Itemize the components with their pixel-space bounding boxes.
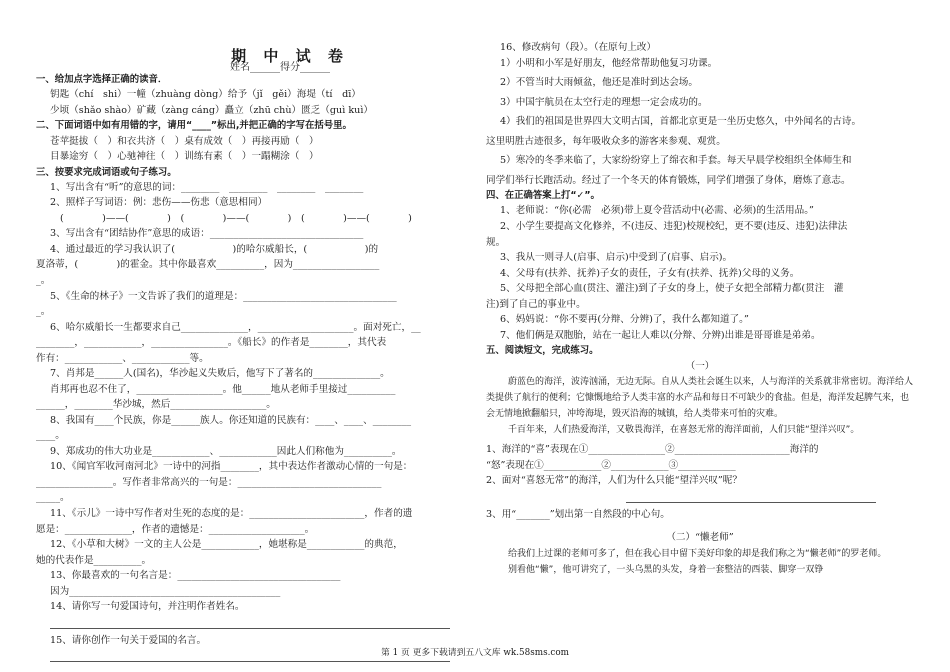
- choice-5-line-1: 5、父母把全部心血(贯注、灌注)到了子女的身上，使子女把全部精力都(贯注 灌: [500, 283, 844, 295]
- sentence-5-line-2: 同学们举行长跑活动。经过了一个冬天的体育锻炼，同学们增强了身体，磨炼了意志。: [486, 174, 851, 186]
- question-11-line-1: 11、《示儿》一诗中写作者对生死的态度的是：________________________，作者的遗: [50, 507, 413, 519]
- sentence-5-line-1: 5）寒冷的冬季来临了，大家纷纷穿上了绵衣和手套。每天早晨学校组织全体师生和: [500, 155, 852, 167]
- question-7-line-3: ______，________华沙城，然后____________________。: [36, 399, 276, 411]
- question-10-line-1: 10、《闻官军收河南河北》一诗中的河指________，其中表达作者激动心情的一句是：: [50, 461, 413, 473]
- question-8-line-1: 8、我国有____个民族，你是______族人。你还知道的民族有：____、____、________: [50, 414, 412, 426]
- right-column: [486, 40, 914, 578]
- pinyin-line-1: 钥匙（chí shi）一幢（zhuàng dòng）给予（jǐ gěi）海堤（tí dī）: [50, 89, 361, 101]
- question-14: 14、请你写一句爱国诗句，并注明作者姓名。: [50, 601, 245, 613]
- question-6-line-2: ________，____________，________________。《船长》的作者是________，其代表: [36, 337, 387, 349]
- question-2: 2、照样子写词语：例：悲伤——伤悲（意思相同）: [50, 197, 268, 209]
- answer-line-passage-1-q2[interactable]: [626, 491, 876, 503]
- section-4-title: 四、在正确答案上打“✓”。: [486, 190, 600, 202]
- choice-2-line-2: 规。: [486, 236, 506, 248]
- sentence-4-line-1: 4）我们的祖国是世界四大文明古国，首都北京更是一坐历史悠久，中外闻名的古诗。: [500, 116, 862, 128]
- question-7-line-1: 7、肖邦是______人(国名)，华沙起义失败后，他写下了著名的______________。: [50, 368, 390, 380]
- passage-1-heading: （一）: [685, 360, 715, 372]
- question-3: 3、写出含有“团结协作”意思的成语：________________________________: [50, 228, 364, 240]
- question-13-line-1: 13、你最喜欢的一句名言是：__________________________________: [50, 570, 341, 582]
- question-5-line-2: _。: [36, 306, 51, 318]
- passage-2-heading: （二）“懒老师”: [666, 532, 734, 544]
- section-1-title: 一、给加点字选择正确的读音．: [36, 74, 168, 85]
- question-12-line-2: 她的代表作是__________。: [36, 554, 152, 566]
- passage-1-paragraph-2: 千百年来，人们热爱海洋，又敬畏海洋，在喜怒无常的海洋面前，人们只能“望洋兴叹”。: [508, 425, 860, 436]
- question-11-line-2: 愿是：______________，作者的遗憾是：____________________。: [36, 523, 315, 535]
- section-5-title: 五、阅读短文，完成练习。: [486, 345, 599, 357]
- question-4-line-3: _。: [36, 275, 51, 287]
- choice-7: 7、他们俩是双胞胎，站在一起让人难以(分辩、分辨)出谁是哥哥谁是弟弟。: [500, 329, 821, 341]
- choice-3: 3、我从一则寻人(启事、启示)中受到了(启事、启示)。: [500, 252, 733, 264]
- choice-2-line-1: 2、小学生要提高文化修养，不(违反、违犯)校规校纪，更不要(违反、违犯)法律法: [500, 221, 848, 233]
- question-2-blanks: ( )——( ) ( )——( ) ( )——( ): [60, 212, 412, 224]
- question-10-line-2: ________________。写作者非常高兴的一句是：______________________________: [36, 476, 382, 488]
- choice-6: 6、妈妈说：“你不要再(分辩、分辨)了，我什么都知道了。”: [500, 314, 749, 326]
- question-13-line-2: 因为____________________________________________: [50, 585, 281, 597]
- passage-1-question-3: 3、用“_______”划出第一自然段的中心句。: [486, 508, 670, 520]
- question-10-line-3: _____。: [36, 492, 70, 504]
- passage-1-paragraph-1: 蔚蓝色的海洋，波涛汹涌，无边无际。自从人类社会诞生以来，人与海洋的关系就非常密切。海洋给人类提供了航行的便利；它慷慨地给予人类丰富的水产品和每日不可缺少的食盐。但是，海洋发起脾气来，也会无情地掀翻船只，冲垮海堤，毁灭沿海的城镇，给人类带来可怕的灾难。: [486, 377, 914, 420]
- choice-1: 1、老师说：“你(必需 必须)带上夏令营活动中(必需、必须)的生活用品。”: [500, 205, 814, 217]
- question-6-line-1: 6、哈尔威船长一生都要求自己______________，____________________。面对死亡，__: [50, 321, 421, 333]
- answer-line-14[interactable]: [50, 617, 450, 629]
- question-1: 1、写出含有“听”的意思的词：________ ________ ________ ________: [50, 181, 364, 193]
- question-16: 16、修改病句（段）。（在原句上改）: [500, 42, 657, 53]
- pinyin-line-2: 少顷（shǎo shào）矿藏（zàng cáng）矗立（zhū chù）匮乏（guì kuì）: [50, 104, 373, 116]
- passage-1-question-1-line-2: “怒”表现在①____________②____________③____________: [486, 459, 736, 471]
- name-score-line: 姓名______得分______: [230, 62, 330, 73]
- question-15: 15、请你创作一句关于爱国的名言。: [50, 634, 207, 646]
- choice-5-line-2: 注)到了自己的事业中。: [486, 298, 586, 310]
- passage-2-paragraph-2: 别看他“懒”，他可讲究了，一头乌黑的头发，身着一套整洁的西装、脚穿一双铮: [508, 564, 824, 575]
- question-12-line-1: 12、《小草和大树》一文的主人公是____________，她堪称是____________的典范，: [50, 539, 403, 551]
- question-6-line-3: 作有：____________、____________等。: [36, 352, 209, 364]
- sentence-2: 2）不管当时大雨倾盆，他还是准时到达会场。: [500, 77, 698, 89]
- left-column: [36, 72, 464, 666]
- choice-4: 4、父母有(扶养、抚养)子女的责任，子女有(扶养、抚养)父母的义务。: [500, 267, 800, 279]
- sentence-1: 1）小明和小军是好朋友，他经常帮助他复习功课。: [500, 57, 718, 69]
- exam-title: 期 中 试 卷: [231, 47, 349, 65]
- question-7-line-2: 肖邦再也忍不住了，__________________。他______地从老师手里接过__________: [50, 383, 396, 395]
- passage-2-paragraph-1: 给我们上过课的老师可多了，但在我心目中留下美好印象的却是我们称之为“懒老师”的罗老师。: [508, 548, 887, 559]
- question-9: 9、郑成功的伟大功业是____________、____________因此人们称他为__________。: [50, 445, 402, 457]
- sentence-4-line-2: 这里明胜古迹很多，每年吸收众多的游客来参观、观赏。: [486, 135, 726, 147]
- passage-1-question-2: 2、面对“喜怒无常”的海洋，人们为什么只能“望洋兴叹”呢？: [486, 475, 742, 487]
- question-5-line-1: 5、《生命的林子》一文告诉了我们的道理是：________________________________: [50, 290, 397, 302]
- question-4-line-2: 夏洛蒂，( )的霍金。其中你最喜欢__________，因为__________________: [36, 259, 380, 271]
- sentence-3: 3）中国宇航员在太空行走的理想一定会成功的。: [500, 96, 708, 108]
- section-3-title: 三、按要求完成词语或句子练习。: [36, 166, 177, 178]
- section-2-title: 二、下面词语中如有用错的字，请用“____”标出,并把正确的字写在括号里。: [36, 120, 352, 132]
- typo-line-1: 苍苹挺拔（ ）和衣共济（ ）桌有成效（ ）再接再励（ ）: [50, 135, 319, 147]
- passage-1-question-1-line-1: 1、海洋的“喜”表现在①________________②________________________海洋的: [486, 444, 819, 456]
- question-4-line-1: 4、通过最近的学习我认识了( )的哈尔威船长，( )的: [50, 243, 379, 255]
- typo-line-2: 目暴途穷（ ）心驰神往（ ）训练有素（ ）一蹋糊涂（ ）: [50, 151, 319, 163]
- question-8-line-2: ____。: [36, 430, 65, 442]
- page-footer: 第 1 页 更多下载请到五八文库 wk.58sms.com: [381, 648, 569, 658]
